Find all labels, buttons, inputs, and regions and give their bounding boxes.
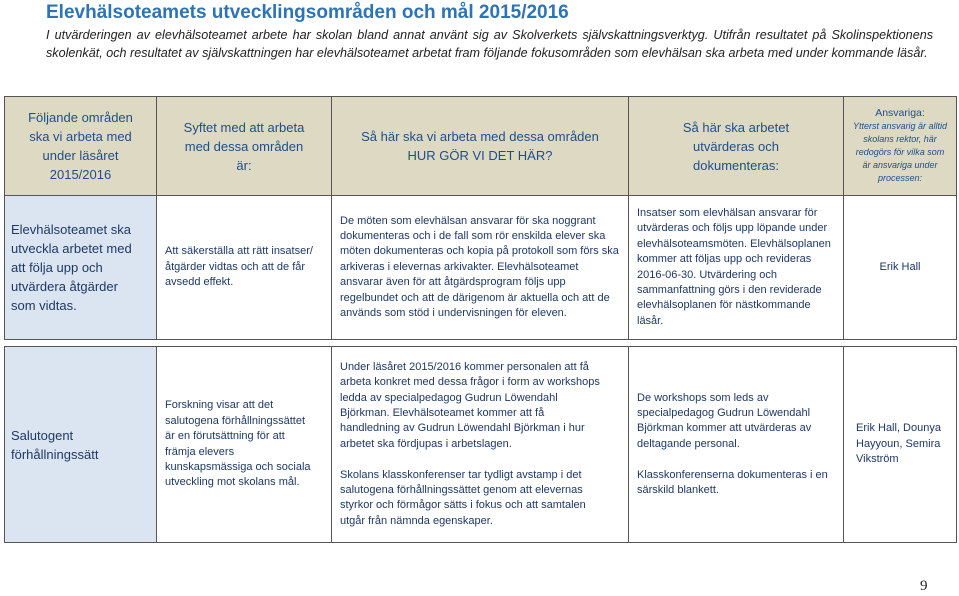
header-purpose-text: Syftet med att arbeta med dessa områden är:: [183, 119, 305, 173]
intro-paragraph: I utvärderingen av elevhälsoteamet arbete har skolan bland annat använt sig av Skolverkets självskattningsverktyg. Utifrån resultatet på Skolinspektionens skolenkät, och resultatet av självskattningen har elevhälsoteamet arbetat fram följande fokusområden som elevhälsan ska arbeta med under kommande läsår.: [46, 28, 933, 60]
row2-evaluation: [628, 346, 844, 543]
header-how-text: Så här ska vi arbeta med dessa områden HUR GÖR VI DET HÄR?: [361, 129, 599, 163]
row1-area: [4, 195, 157, 340]
header-evaluation: [628, 96, 844, 196]
header-areas: [4, 96, 157, 196]
header-purpose: [156, 96, 332, 196]
header-evaluation-text: Så här ska arbetet utvärderas och dokumenteras:: [682, 119, 790, 173]
row2-responsible-text: Erik Hall, Dounya Hayyoun, Semira Vikström: [856, 422, 941, 466]
row1-area-text: Elevhälsoteamet ska utveckla arbetet med att följa upp och utvärdera åtgärder som vidtas.: [11, 222, 132, 313]
header-responsible-title: Ansvariga:: [875, 107, 925, 119]
header-responsible-subtitle: Ytterst ansvarig är alltid skolans rektor, här redogörs för vilka som är ansvariga under processen:: [852, 121, 948, 183]
row2-evaluation-text: De workshops som leds av specialpedagog Gudrun Löwendahl Björkman kommer att utvärderas av deltagande personal. Klasskonferenserna dokumenteras i en särskild blankett.: [637, 391, 828, 497]
row2-area: [4, 346, 157, 543]
header-areas-text: Följande områden ska vi arbeta med under läsåret 2015/2016: [28, 110, 133, 182]
row1-evaluation: [628, 195, 844, 340]
row1-responsible-text: Erik Hall: [879, 260, 921, 273]
row1-responsible: [843, 195, 957, 340]
row1-evaluation-text: Insatser som elevhälsan ansvarar för utvärderas och följs upp löpande under elevhälsoteamsmöten. Elevhälsoplanen kommer att följas upp och revideras 2016-06-30. Utvärdering och sammanfattning görs i den reviderade elevhälsoplanen för nästkommande läsår.: [637, 206, 831, 327]
header-responsible: [843, 96, 957, 196]
row2-purpose: [156, 346, 332, 543]
row2-how: [331, 346, 629, 543]
header-how: [331, 96, 629, 196]
row2-responsible: [843, 346, 957, 543]
row1-purpose-text: Att säkerställa att rätt insatser/åtgärder vidtas och att de får avsedd effekt.: [165, 245, 313, 289]
row1-how: [331, 195, 629, 340]
row2-area-text: Salutogent förhållningssätt: [11, 427, 99, 462]
page-number: 9: [920, 578, 928, 594]
document-title: Elevhälsoteamets utvecklingsområden och mål 2015/2016: [46, 2, 569, 23]
row1-purpose: [156, 195, 332, 340]
row2-how-text: Under läsåret 2015/2016 kommer personalen att få arbeta konkret med dessa frågor i form av workshops ledda av specialpedagog Gudrun Löwendahl Björkman. Elevhälsoteamet kommer att få handledning av Gudrun Löwendahl Björkman i hur arbetet ska fördjupas i arbetslagen. Skolans klasskonferenser tar tydligt avstamp i det salutogena förhållningssättet genom att elevernas styrkor och förmågor sätts i fokus och att samtalen utgår från nämnda egenskaper.: [340, 360, 600, 527]
row1-how-text: De möten som elevhälsan ansvarar för ska noggrant dokumenteras och i de fall som rör enskilda elever ska möten dokumenteras och kopia på protokoll som förs ska arkiveras i elevernas arkivakter. Elevhälsoteamet ansvarar även för att åtgärdsprogram följs upp regelbundet och att de därigenom är aktuella och att de används som stöd i undervisningen för eleven.: [340, 214, 619, 320]
row2-purpose-text: Forskning visar att det salutogena förhållningssättet är en förutsättning för att främja elevers kunskapsmässiga och sociala utveckling mot skolans mål.: [165, 399, 311, 489]
